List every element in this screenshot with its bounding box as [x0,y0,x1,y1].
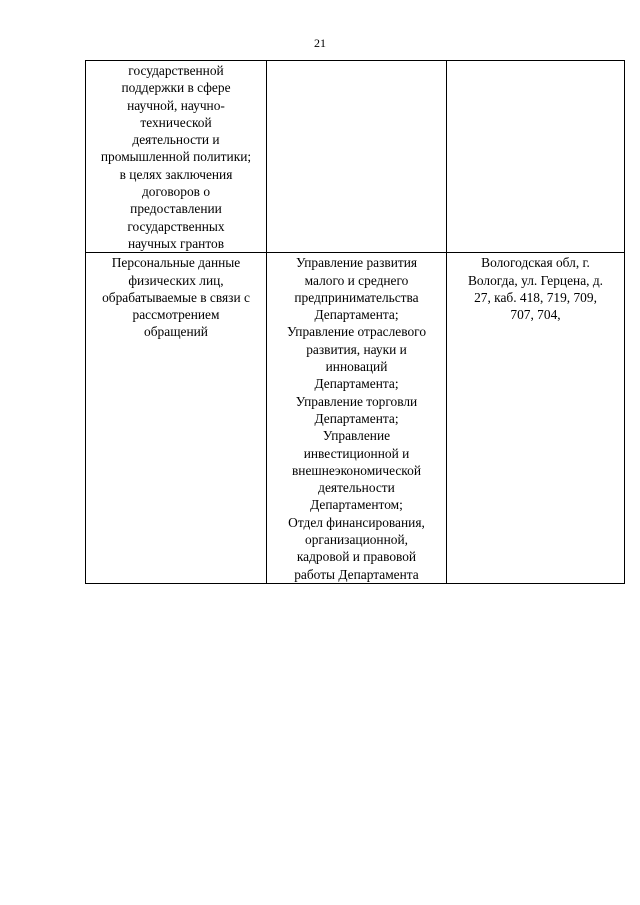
cell-line: предпринимательства [294,289,419,305]
cell-line: поддержки в сфере [121,80,231,96]
cell-line: Департамента; [314,410,399,426]
cell-line: Департамента; [314,376,399,392]
cell-line: в целях заключения [119,166,233,182]
cell-line: инвестиционной и [303,445,410,461]
cell-line: кадровой и правовой [296,549,417,565]
address-cell [447,61,625,253]
cell-line: Управление отраслевого [286,324,427,340]
cell-line: Персональные данные [111,255,241,271]
cell-line: Управление [322,428,391,444]
purpose-cell [86,61,267,253]
cell-line: Управление торговли [295,393,418,409]
data-table [85,60,625,584]
cell-line: технической [140,114,212,130]
purpose-cell [86,253,267,584]
cell-line: развития, науки и [306,341,407,357]
cell-line: инноваций [325,359,388,375]
department-cell [267,61,447,253]
cell-line: Управление развития [295,255,418,271]
cell-line: Отдел финансирования, [288,514,425,530]
cell-line: обращений [144,324,208,340]
cell-line: деятельности [318,480,395,496]
address-cell [447,253,625,584]
cell-line: внешнеэкономической [291,462,421,478]
cell-line: Вологодская обл, г. [481,255,590,271]
cell-line: рассмотрением [132,307,220,323]
cell-line: Департаментом; [310,497,403,513]
cell-line: 707, 704, [510,307,561,323]
cell-line: Вологда, ул. Герцена, д. [467,272,604,288]
page-number: 21 [314,36,326,50]
cell-line: промышленной политики; [100,149,252,165]
cell-line: деятельности и [132,132,220,148]
cell-line: организационной, [305,532,408,548]
cell-line: государственной [128,63,224,78]
cell-line: работы Департамента [294,566,419,582]
table-row [86,253,625,584]
cell-line: обрабатываемые в связи с [102,289,250,305]
cell-line: Департамента; [314,307,399,323]
cell-line: предоставлении [130,201,222,217]
cell-line: государственных [127,218,225,234]
department-cell [267,253,447,584]
cell-line: физических лиц, [128,272,224,288]
cell-line: научных грантов [127,235,225,251]
cell-line: научной, научно- [127,97,225,113]
cell-line: договоров о [141,184,211,200]
table-row [86,61,625,253]
cell-line: 27, каб. 418, 719, 709, [474,289,597,305]
cell-line: малого и среднего [304,272,409,288]
